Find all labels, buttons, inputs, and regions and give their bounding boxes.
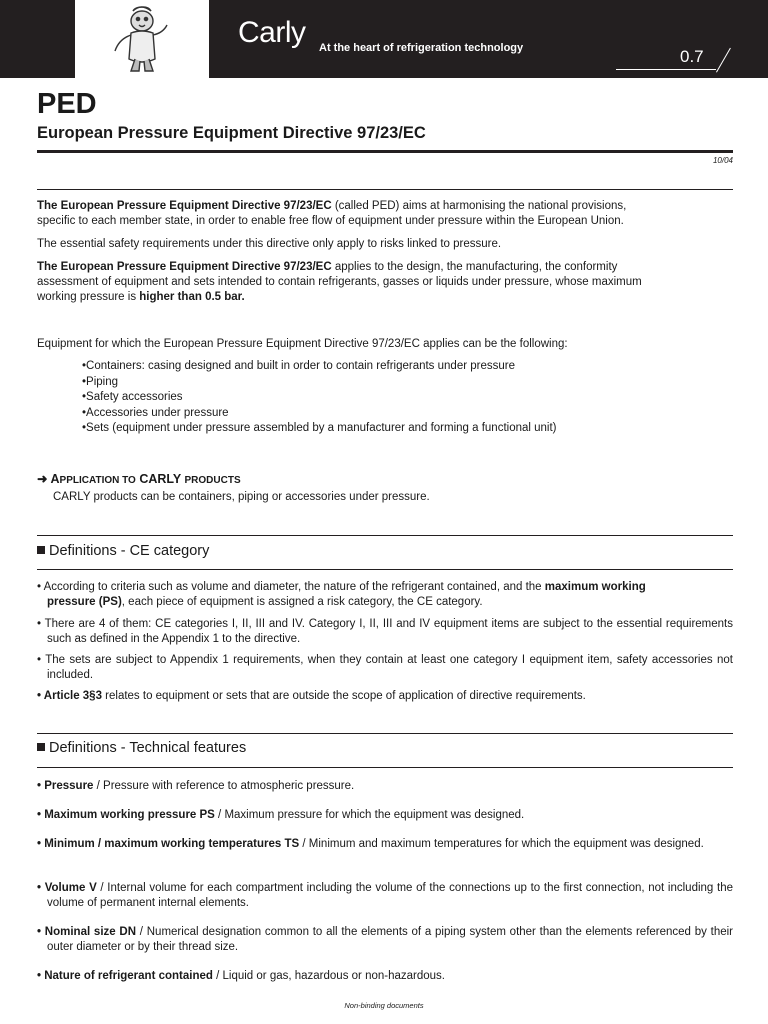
application-heading-c: CARLY (139, 472, 182, 486)
intro-paragraph-1 (37, 199, 733, 229)
intro-p3-line3: working pressure is (37, 291, 140, 303)
list-item: • Piping (82, 375, 557, 391)
ce-section-heading-text: Definitions - CE category (49, 543, 210, 559)
ce-item-1-text: • According to criteria such as volume and diameter, the nature of the refrigerant contained, and the (37, 581, 545, 593)
intro-paragraph-2: The essential safety requirements under this directive only apply to risks linked to pressure. (37, 238, 502, 250)
intro-p1-line2: specific to each member state, in order to enable free flow of equipment under pressure within the European Union. (37, 215, 624, 227)
tech-desc: / Internal volume for each compartment including the volume of the connections up to the first connection, not including the volume of permanent internal elements. (47, 882, 733, 909)
tech-section-heading-text: Definitions - Technical features (49, 740, 247, 756)
tech-item-ts (37, 837, 733, 852)
ce-section-top-divider (37, 535, 733, 536)
footer-note: Non-binding documents (344, 1001, 424, 1010)
tech-desc: / Liquid or gas, hazardous or non-hazardous. (212, 970, 445, 982)
page-number-underline (616, 69, 716, 70)
ce-item-4 (37, 689, 733, 704)
intro-p1-bold: The European Pressure Equipment Directive 97/23/EC (37, 200, 332, 212)
tech-desc: / Maximum pressure for which the equipment was designed. (214, 809, 525, 821)
page-number: 0.7 (680, 47, 704, 66)
tech-term: • Minimum / maximum working temperatures TS (37, 838, 300, 850)
application-heading-d: PRODUCTS (184, 475, 241, 486)
header-bar (0, 0, 768, 78)
intro-p3-bold2: higher than 0.5 bar. (139, 291, 245, 303)
penguin-mascot-icon (105, 3, 177, 75)
page-title: PED (37, 88, 97, 120)
document-date: 10/04 (712, 156, 733, 165)
brand-name: Carly (238, 16, 306, 49)
tech-item-ps (37, 808, 733, 823)
equipment-list (82, 359, 557, 437)
list-item: • Sets (equipment under pressure assembled by a manufacturer and forming a functional unit) (82, 421, 557, 437)
ce-item-1-text-2: , each piece of equipment is assigned a risk category, the CE category. (121, 596, 483, 608)
intro-paragraph-4: Equipment for which the European Pressure Equipment Directive 97/23/EC applies can be the following: (37, 338, 568, 350)
brand-tagline: At the heart of refrigeration technology (319, 42, 524, 54)
tech-desc: / Numerical designation common to all the elements of a piping system other than the elements referenced by their outer diameter or by their thread size. (47, 926, 733, 953)
tech-section-heading (37, 740, 246, 756)
ce-item-4-text: relates to equipment or sets that are outside the scope of application of directive requirements. (101, 690, 586, 702)
ce-section-bottom-divider (37, 569, 733, 570)
tech-term: • Nominal size DN (37, 926, 137, 938)
intro-p3-line2: assessment of equipment and sets intended to contain refrigerants, gasses or liquids under pressure, whose maximum (37, 276, 642, 288)
tech-section-bottom-divider (37, 767, 733, 768)
square-bullet-icon (37, 546, 45, 554)
ce-item-2: • There are 4 of them: CE categories I, II, III and IV. Category I, II, III and IV equipment items are subject to the essential requirements such as defined in the Appendix 1 to the directive. (37, 618, 733, 645)
tech-desc: / Pressure with reference to atmospheric pressure. (93, 780, 355, 792)
intro-p3-bold: The European Pressure Equipment Directive 97/23/EC (37, 261, 332, 273)
tech-item-volume (37, 881, 733, 911)
intro-paragraph-3 (37, 260, 733, 305)
tech-desc: / Minimum and maximum temperatures for which the equipment was designed. (299, 838, 704, 850)
list-item: • Containers: casing designed and built in order to contain refrigerants under pressure (82, 359, 557, 375)
intro-divider (37, 189, 733, 190)
tech-item-refrigerant (37, 969, 733, 984)
tech-section-top-divider (37, 733, 733, 734)
page-number-slash (716, 48, 731, 73)
tech-item-pressure (37, 779, 733, 794)
list-item: • Accessories under pressure (82, 406, 557, 422)
tech-term: • Nature of refrigerant contained (37, 970, 213, 982)
tech-term: • Maximum working pressure PS (37, 809, 215, 821)
title-divider (37, 150, 733, 153)
tech-term: • Pressure (37, 780, 94, 792)
ce-section-heading (37, 543, 209, 559)
page-subtitle: European Pressure Equipment Directive 97/23/EC (37, 124, 426, 142)
list-item: • Safety accessories (82, 390, 557, 406)
mascot-logo (75, 0, 209, 78)
arrow-icon: ➜ (37, 472, 48, 486)
tech-item-dn (37, 925, 733, 955)
tech-term: • Volume V (37, 882, 97, 894)
ce-item-3: • The sets are subject to Appendix 1 requirements, when they contain at least one category I equipment item, safety accessories not included. (37, 654, 733, 681)
intro-p3-line1: applies to the design, the manufacturing, the conformity (331, 261, 618, 273)
ce-item-4-bold: • Article 3§3 (37, 690, 102, 702)
square-bullet-icon (37, 743, 45, 751)
application-text: CARLY products can be containers, piping or accessories under pressure. (53, 491, 430, 503)
ce-item-1-bold: maximum working (544, 581, 646, 593)
ce-item-1-bold-2: pressure (PS) (47, 596, 122, 608)
application-heading (37, 471, 241, 486)
application-heading-a: A (50, 472, 60, 486)
ce-item-1 (37, 580, 733, 610)
application-heading-b: PPLICATION TO (59, 475, 136, 486)
intro-p1-line1: (called PED) aims at harmonising the national provisions, (331, 200, 627, 212)
